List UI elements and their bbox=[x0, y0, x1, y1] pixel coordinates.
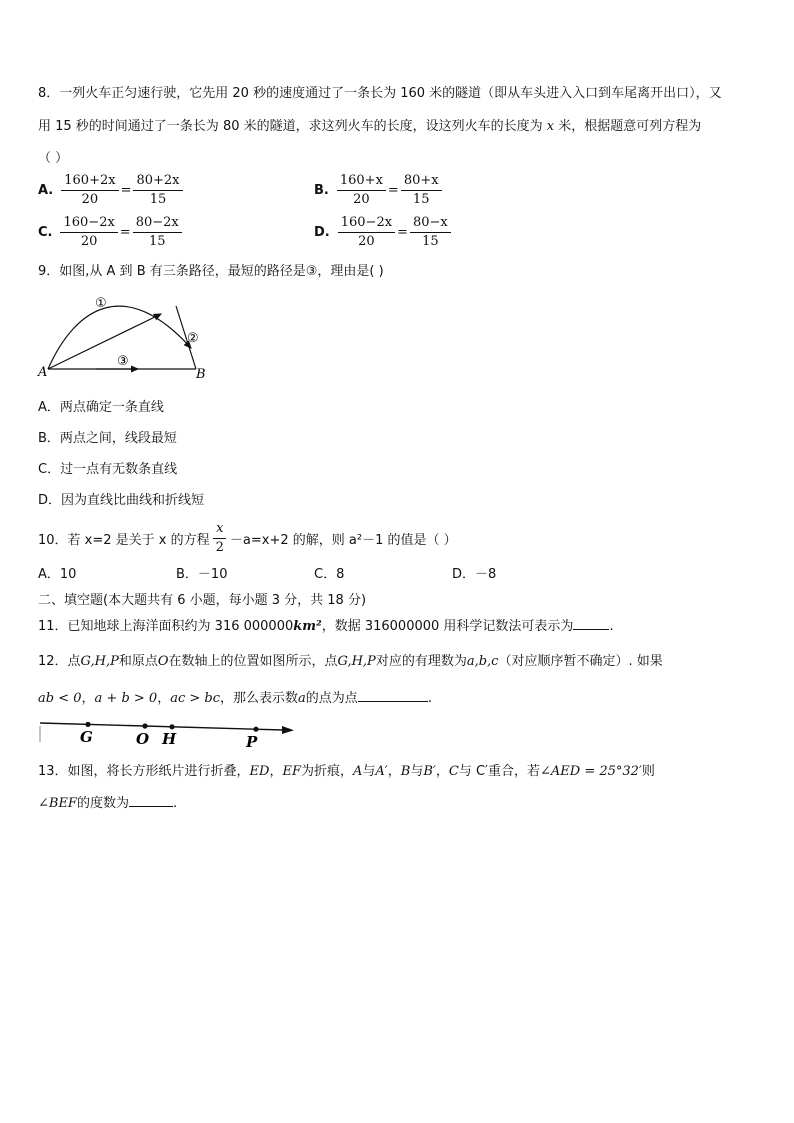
q13-angle: ∠AED = 25°32′ bbox=[540, 764, 642, 779]
q13-text: ， bbox=[387, 764, 401, 779]
q12-condition-1: ab < 0 bbox=[38, 691, 82, 706]
q13-text: 与 bbox=[362, 764, 376, 779]
q8-line2-a: 用 15 秒的时间通过了一条长为 80 米的隧道，求这列火车的长度，设这列火车的长度为 bbox=[38, 119, 547, 134]
q8-option-a[interactable] bbox=[38, 172, 183, 209]
numerator: x bbox=[213, 520, 226, 539]
q12-origin: O bbox=[157, 654, 169, 669]
q11-text-b: ，数据 316000000 用科学记数法可表示为 bbox=[321, 619, 574, 634]
fraction bbox=[61, 172, 118, 209]
fraction bbox=[337, 172, 386, 209]
q12-text: ，那么表示数 bbox=[220, 691, 299, 706]
q13-point: A′ bbox=[375, 764, 388, 779]
q10-option-d[interactable]: D．－8 bbox=[452, 567, 497, 582]
fraction bbox=[133, 172, 182, 209]
numerator: 80+2x bbox=[133, 172, 182, 191]
label-path-2: ② bbox=[187, 331, 199, 346]
denominator: 15 bbox=[148, 234, 166, 249]
q13-text: . bbox=[172, 796, 178, 811]
label-g: G bbox=[80, 728, 93, 746]
fraction bbox=[60, 214, 117, 251]
q12-text: 在数轴上的位置如图所示，点 bbox=[168, 654, 338, 669]
section-heading: 二、填空题(本大题共有 6 小题，每小题 3 分，共 18 分) bbox=[38, 593, 367, 608]
q12-text: 和原点 bbox=[118, 654, 158, 669]
label-p: P bbox=[246, 733, 258, 750]
point-h bbox=[169, 724, 174, 729]
label-point-a: A bbox=[38, 365, 48, 380]
label-path-1: ① bbox=[95, 296, 107, 311]
option-label: C. bbox=[38, 225, 53, 240]
q10-stem-a: 10．若 x=2 是关于 x 的方程 bbox=[38, 533, 210, 548]
option-label: A. bbox=[38, 183, 54, 198]
q9-stem: 9．如图,从 A 到 B 有三条路径，最短的路径是③，理由是( ) bbox=[38, 264, 384, 279]
fraction bbox=[133, 214, 182, 251]
q12-text: . bbox=[427, 691, 432, 706]
path-2-segment-1 bbox=[48, 314, 161, 369]
point-o bbox=[142, 723, 147, 728]
numerator: 80−x bbox=[410, 214, 451, 233]
q13-text: ， bbox=[269, 764, 283, 779]
point-p bbox=[253, 727, 258, 732]
q10-stem-b: －a=x+2 的解，则 a²－1 的值是（ ） bbox=[229, 533, 457, 548]
q12-line2 bbox=[38, 687, 432, 706]
q9-figure bbox=[36, 286, 216, 382]
q12-text: 12．点 bbox=[38, 654, 81, 669]
denominator: 15 bbox=[412, 192, 430, 207]
q13-line1 bbox=[38, 760, 655, 779]
q12-text: （对应顺序暂不确定）. 如果 bbox=[498, 654, 663, 669]
q11-text-c: . bbox=[609, 619, 614, 634]
denominator: 20 bbox=[353, 192, 370, 207]
q13-answer-blank[interactable] bbox=[129, 806, 173, 807]
q10-stem bbox=[38, 520, 457, 557]
q8-line1: 8．一列火车正匀速行驶，它先用 20 秒的速度通过了一条长为 160 米的隧道（即从车头进入入口到车尾离开出口），又 bbox=[38, 86, 722, 101]
q10-option-a[interactable]: A．10 bbox=[38, 567, 77, 582]
q8-answer-bracket: （ ） bbox=[38, 151, 69, 166]
q12-separator: ， bbox=[81, 691, 95, 706]
option-label: B. bbox=[314, 183, 329, 198]
q13-text: 13．如图，将长方形纸片进行折叠， bbox=[38, 764, 250, 779]
equals-sign: = bbox=[119, 225, 131, 240]
q12-answer-blank[interactable] bbox=[358, 701, 428, 702]
numerator: 160−2x bbox=[60, 214, 117, 233]
q13-crease-ef: EF bbox=[282, 764, 301, 779]
q13-point: A bbox=[353, 764, 363, 779]
q9-option-b[interactable]: B．两点之间，线段最短 bbox=[38, 431, 177, 446]
denominator: 15 bbox=[149, 192, 167, 207]
fraction bbox=[401, 172, 442, 209]
q11-text bbox=[38, 615, 614, 634]
q10-fraction bbox=[213, 520, 227, 557]
q12-line1 bbox=[38, 650, 663, 669]
q12-text: 的点为点 bbox=[305, 691, 358, 706]
q8-option-b[interactable] bbox=[314, 172, 442, 209]
q11-unit: km² bbox=[293, 619, 322, 634]
numerator: 160+x bbox=[337, 172, 386, 191]
equals-sign: = bbox=[397, 225, 408, 240]
equals-sign: = bbox=[120, 183, 132, 198]
denominator: 15 bbox=[422, 234, 439, 249]
denominator: 20 bbox=[358, 234, 375, 249]
q9-option-a[interactable]: A．两点确定一条直线 bbox=[38, 400, 164, 415]
q8-line2-b: 米，根据题意可列方程为 bbox=[554, 119, 702, 134]
q12-values: a,b,c bbox=[466, 654, 499, 669]
q13-angle: ∠BEF bbox=[38, 796, 77, 811]
denominator: 20 bbox=[81, 192, 99, 207]
q12-separator: ， bbox=[157, 691, 171, 706]
label-path-3: ③ bbox=[117, 354, 129, 369]
q12-points: G,H,P bbox=[337, 654, 376, 669]
q11-answer-blank[interactable] bbox=[573, 629, 609, 630]
q9-option-c[interactable]: C．过一点有无数条直线 bbox=[38, 462, 178, 477]
q13-text: 与 C′重合，若 bbox=[458, 764, 541, 779]
axis-arrow bbox=[282, 726, 294, 734]
q13-text: 的度数为 bbox=[76, 796, 129, 811]
q8-line2 bbox=[38, 115, 701, 134]
q13-point: B bbox=[400, 764, 411, 779]
q9-option-d[interactable]: D．因为直线比曲线和折线短 bbox=[38, 493, 205, 508]
q13-text: 则 bbox=[641, 764, 655, 779]
q13-text: 为折痕， bbox=[301, 764, 354, 779]
q13-point: C bbox=[448, 764, 459, 779]
axis-line bbox=[40, 723, 284, 730]
q13-line2 bbox=[38, 792, 177, 811]
label-o: O bbox=[136, 730, 150, 748]
q12-var-a: a bbox=[298, 691, 306, 706]
fraction bbox=[338, 214, 395, 251]
label-point-b: B bbox=[196, 367, 206, 382]
q13-text: 与 bbox=[410, 764, 424, 779]
numerator: 80−2x bbox=[133, 214, 182, 233]
q12-condition-2: a + b > 0 bbox=[94, 691, 158, 706]
q13-text: ， bbox=[435, 764, 449, 779]
numerator: 160−2x bbox=[338, 214, 395, 233]
q10-option-c[interactable]: C．8 bbox=[314, 567, 345, 582]
option-label: D. bbox=[314, 225, 330, 240]
q13-crease-ed: ED bbox=[249, 764, 270, 779]
label-h: H bbox=[162, 730, 177, 748]
q12-number-line bbox=[36, 714, 298, 750]
numerator: 80+x bbox=[401, 172, 442, 191]
point-g bbox=[85, 722, 90, 727]
fraction bbox=[410, 214, 451, 251]
q11-text-a: 11．已知地球上海洋面积约为 316 000000 bbox=[38, 619, 294, 634]
q8-option-d[interactable] bbox=[314, 214, 451, 251]
q10-option-b[interactable]: B．－10 bbox=[176, 567, 228, 582]
equals-sign: = bbox=[387, 183, 399, 198]
q12-condition-3: ac > bc bbox=[170, 691, 221, 706]
q8-var-x: x bbox=[546, 119, 555, 134]
q12-points: G,H,P bbox=[80, 654, 119, 669]
q8-option-c[interactable] bbox=[38, 214, 182, 251]
q12-text: 对应的有理数为 bbox=[375, 654, 467, 669]
q13-point: B′ bbox=[423, 764, 436, 779]
denominator: 20 bbox=[80, 234, 98, 249]
denominator: 2 bbox=[215, 540, 224, 555]
numerator: 160+2x bbox=[61, 172, 118, 191]
